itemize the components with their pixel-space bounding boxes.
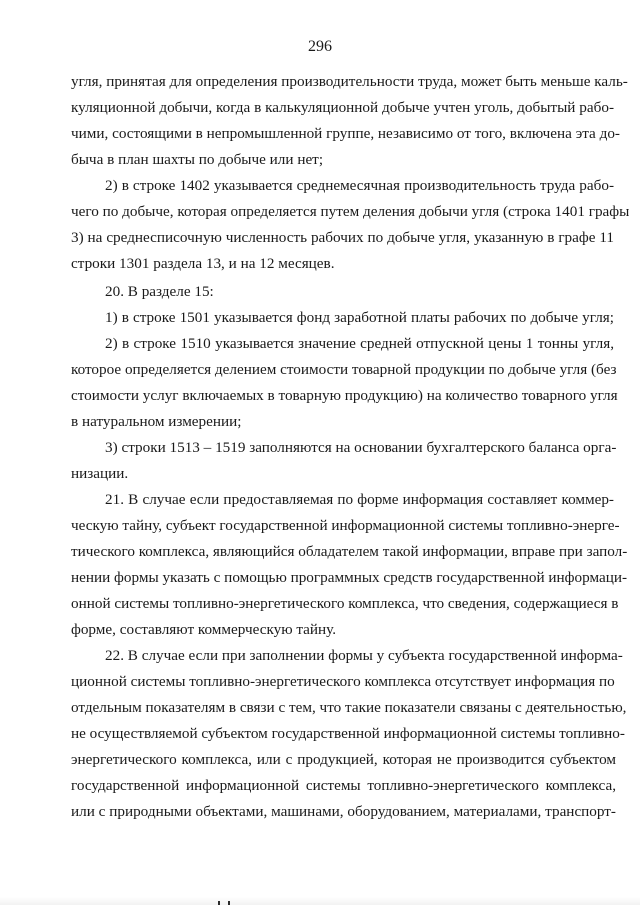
text-line: тического комплекса, являющийся обладателем такой информации, вправе при запол- bbox=[71, 543, 628, 560]
text-line: ческую тайну, субъект государственной информационной системы топливно-энерге- bbox=[71, 517, 620, 534]
text-line: 22. В случае если при заполнении формы у субъекта государственной информа- bbox=[105, 647, 623, 664]
text-line: не осуществляемой субъектом государственной информационной системы топливно- bbox=[71, 725, 625, 742]
text-line: 2) в строке 1510 указывается значение средней отпускной цены 1 тонны угля, bbox=[105, 335, 614, 352]
text-line: онной системы топливно-энергетического комплекса, что сведения, содержащиеся в bbox=[71, 595, 619, 612]
text-line: энергетического комплекса, или с продукцией, которая не производится субъектом bbox=[71, 751, 616, 768]
text-line: чими, состоящими в непромышленной группе, независимо от того, включена эта до- bbox=[71, 125, 620, 142]
text-line: которое определяется делением стоимости товарной продукции по добыче угля (без bbox=[71, 361, 617, 378]
text-line: 3) строки 1513 – 1519 заполняются на основании бухгалтерского баланса орга- bbox=[105, 439, 617, 456]
text-line: куляционной добычи, когда в калькуляционной добыче учтен уголь, добытый рабо- bbox=[71, 99, 614, 116]
text-line: ционной системы топливно-энергетического комплекса отсутствует информация по bbox=[71, 673, 615, 690]
text-line: чего по добыче, которая определяется путем деления добычи угля (строка 1401 графы bbox=[71, 203, 630, 220]
text-line: 3) на среднесписочную численность рабочих по добыче угля, указанную в графе 11 bbox=[71, 229, 614, 246]
text-line: 2) в строке 1402 указывается среднемесячная производительность труда рабо- bbox=[105, 177, 614, 194]
text-line: угля, принятая для определения производительности труда, может быть меньше каль- bbox=[71, 73, 628, 90]
text-line: стоимости услуг включаемых в товарную продукцию) на количество товарного угля bbox=[71, 387, 618, 404]
text-line: 1) в строке 1501 указывается фонд заработной платы рабочих по добыче угля; bbox=[105, 309, 614, 326]
text-line: отдельным показателям в связи с тем, что такие показатели связаны с деятельностью, bbox=[71, 699, 627, 716]
text-line: или с природными объектами, машинами, оборудованием, материалами, транспорт- bbox=[71, 803, 616, 820]
scan-mark bbox=[228, 901, 230, 905]
scan-mark bbox=[218, 901, 220, 905]
scan-edge bbox=[0, 897, 640, 905]
text-line: в натуральном измерении; bbox=[71, 413, 242, 430]
page-number: 296 bbox=[308, 38, 332, 55]
text-line: строки 1301 раздела 13, и на 12 месяцев. bbox=[71, 255, 335, 272]
text-line: 21. В случае если предоставляемая по форме информация составляет коммер- bbox=[105, 491, 614, 508]
text-line: нении формы указать с помощью программных средств государственной информаци- bbox=[71, 569, 628, 586]
section-heading: 20. В разделе 15: bbox=[105, 283, 214, 300]
text-line: форме, составляют коммерческую тайну. bbox=[71, 621, 337, 638]
text-line: низации. bbox=[71, 465, 129, 482]
text-line: быча в план шахты по добыче или нет; bbox=[71, 151, 324, 168]
text-line: государственной информационной системы топливно-энергетического комплекса, bbox=[71, 777, 616, 794]
